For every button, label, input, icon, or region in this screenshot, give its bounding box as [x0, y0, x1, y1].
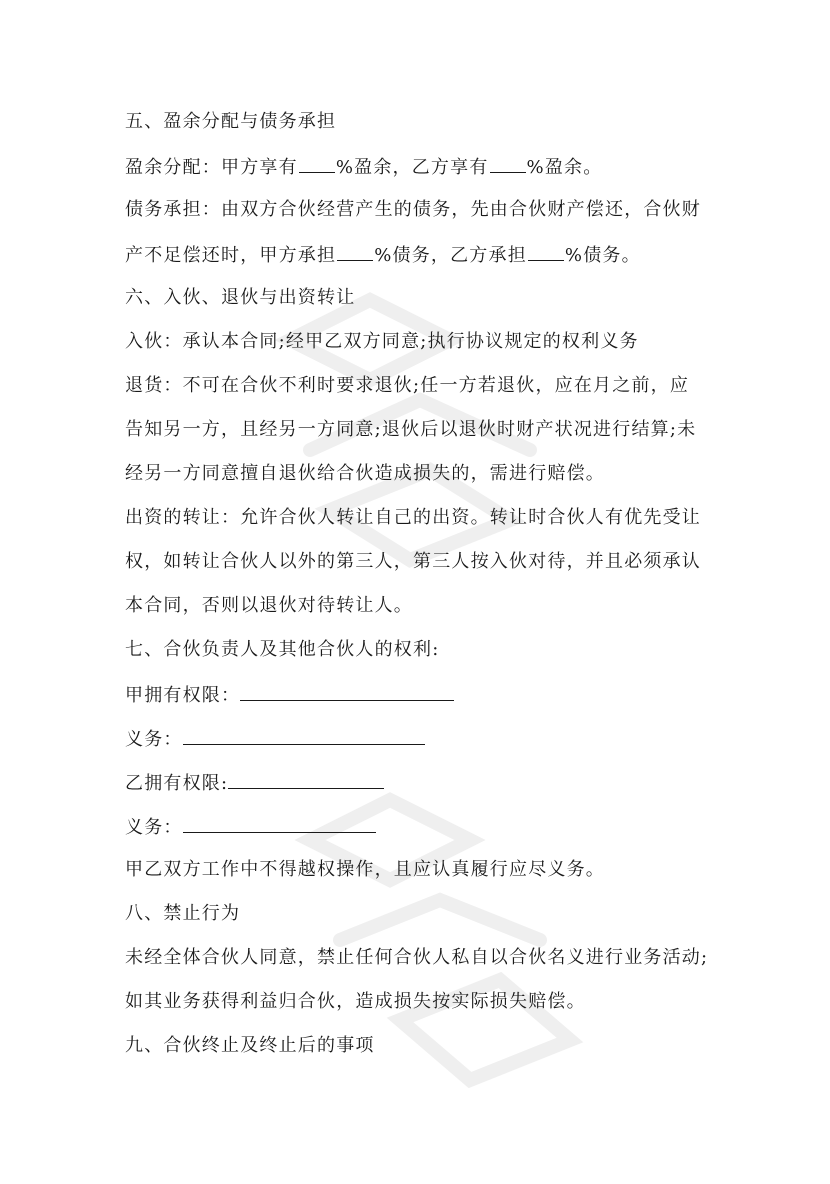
blank-field: [228, 770, 384, 789]
paragraph-line: 入伙：承认本合同;经甲乙双方同意;执行协议规定的权利义务: [125, 331, 639, 352]
party-a-duties-line: [125, 726, 425, 752]
section-heading-8: 八、禁止行为: [125, 903, 241, 924]
paragraph-line: 本合同，否则以退伙对待转让人。: [125, 595, 413, 616]
paragraph-line: 权，如转让合伙人以外的第三人，第三人按入伙对待，并且必须承认: [125, 551, 701, 572]
blank-field: [183, 814, 376, 833]
profit-distribution-line: [125, 154, 602, 180]
text-segment: 产不足偿还时，甲方承担: [125, 245, 337, 266]
field-label: 义务：: [125, 729, 183, 750]
text-segment: %盈余。: [526, 157, 603, 178]
field-label: 义务：: [125, 817, 183, 838]
paragraph-line: 甲乙双方工作中不得越权操作，且应认真履行应尽义务。: [125, 859, 605, 880]
debt-share-line: [125, 242, 641, 268]
section-heading-9: 九、合伙终止及终止后的事项: [125, 1035, 375, 1056]
blank-field: [490, 154, 526, 173]
field-label: 甲拥有权限：: [125, 685, 241, 706]
paragraph-line: 退货：不可在合伙不利时要求退伙;任一方若退伙，应在月之前，应: [125, 375, 690, 396]
text-segment: %盈余，乙方享有: [335, 157, 489, 178]
paragraph-line: 如其业务获得利益归合伙，造成损失按实际损失赔偿。: [125, 991, 586, 1012]
section-heading-7: 七、合伙负责人及其他合伙人的权利:: [125, 639, 440, 660]
blank-field: [528, 242, 564, 261]
paragraph-line: 经另一方同意擅自退伙给合伙造成损失的，需进行赔偿。: [125, 463, 605, 484]
section-heading-6: 六、入伙、退伙与出资转让: [125, 287, 356, 308]
paragraph-line: 债务承担：由双方合伙经营产生的债务，先由合伙财产偿还，合伙财: [125, 199, 701, 220]
party-b-duties-line: [125, 814, 376, 840]
blank-field: [299, 154, 335, 173]
text-segment: %债务，乙方承担: [374, 245, 527, 266]
section-heading-5: 五、盈余分配与债务承担: [125, 111, 337, 132]
field-label: 乙拥有权限:: [125, 773, 229, 794]
party-a-rights-line: [125, 682, 454, 708]
text-segment: %债务。: [564, 245, 641, 266]
party-b-rights-line: [125, 770, 384, 796]
blank-field: [240, 682, 454, 701]
blank-field: [183, 726, 425, 745]
paragraph-line: 告知另一方，且经另一方同意;退伙后以退伙时财产状况进行结算;未: [125, 419, 697, 440]
paragraph-line: 出资的转让：允许合伙人转让自己的出资。转让时合伙人有优先受让: [125, 507, 701, 528]
text-segment: 盈余分配：甲方享有: [125, 157, 298, 178]
paragraph-line: 未经全体合伙人同意，禁止任何合伙人私自以合伙名义进行业务活动;: [125, 947, 709, 968]
blank-field: [337, 242, 373, 261]
